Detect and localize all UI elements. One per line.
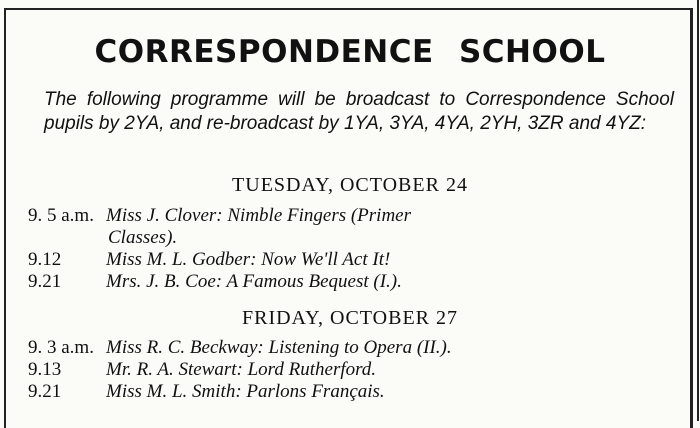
intro-paragraph: The following programme will be broadcast to Correspondence School pupils by 2YA, and re-broadcast by 1YA, 3YA, 4YA, 2YH, 3ZR and 4YZ: <box>44 89 674 134</box>
day-heading-friday: FRIDAY, OCTOBER 27 <box>241 307 459 329</box>
schedule-entry <box>28 359 678 381</box>
entry-time: 9. 3 a.m. <box>28 337 94 358</box>
entry-time: 9.21 <box>28 271 62 292</box>
schedule-entry <box>28 205 678 249</box>
entry-text: Miss R. C. Beckway: Listening to Opera (II.). <box>106 337 452 358</box>
entry-text: Miss M. L. Smith: Parlons Français. <box>106 381 385 402</box>
entry-text: Mr. R. A. Stewart: Lord Rutherford. <box>106 359 377 380</box>
day-heading-tuesday: TUESDAY, OCTOBER 24 <box>232 174 468 196</box>
entry-text: Mrs. J. B. Coe: A Famous Bequest (I.). <box>106 271 402 292</box>
page-title: CORRESPONDENCE SCHOOL <box>94 34 606 70</box>
schedule-entry <box>28 271 678 293</box>
schedule-entry <box>28 381 678 403</box>
entry-time: 9.12 <box>28 249 62 270</box>
entry-time: 9.21 <box>28 381 62 402</box>
entry-text: Miss J. Clover: Nimble Fingers (Primer <box>106 205 412 226</box>
entry-text-continued: Classes). <box>108 227 178 248</box>
schedule-entry <box>28 337 678 359</box>
entry-time: 9.13 <box>28 359 62 380</box>
entry-time: 9. 5 a.m. <box>28 205 94 226</box>
schedule-entry <box>28 249 678 271</box>
entry-text: Miss M. L. Godber: Now We'll Act It! <box>106 249 391 270</box>
